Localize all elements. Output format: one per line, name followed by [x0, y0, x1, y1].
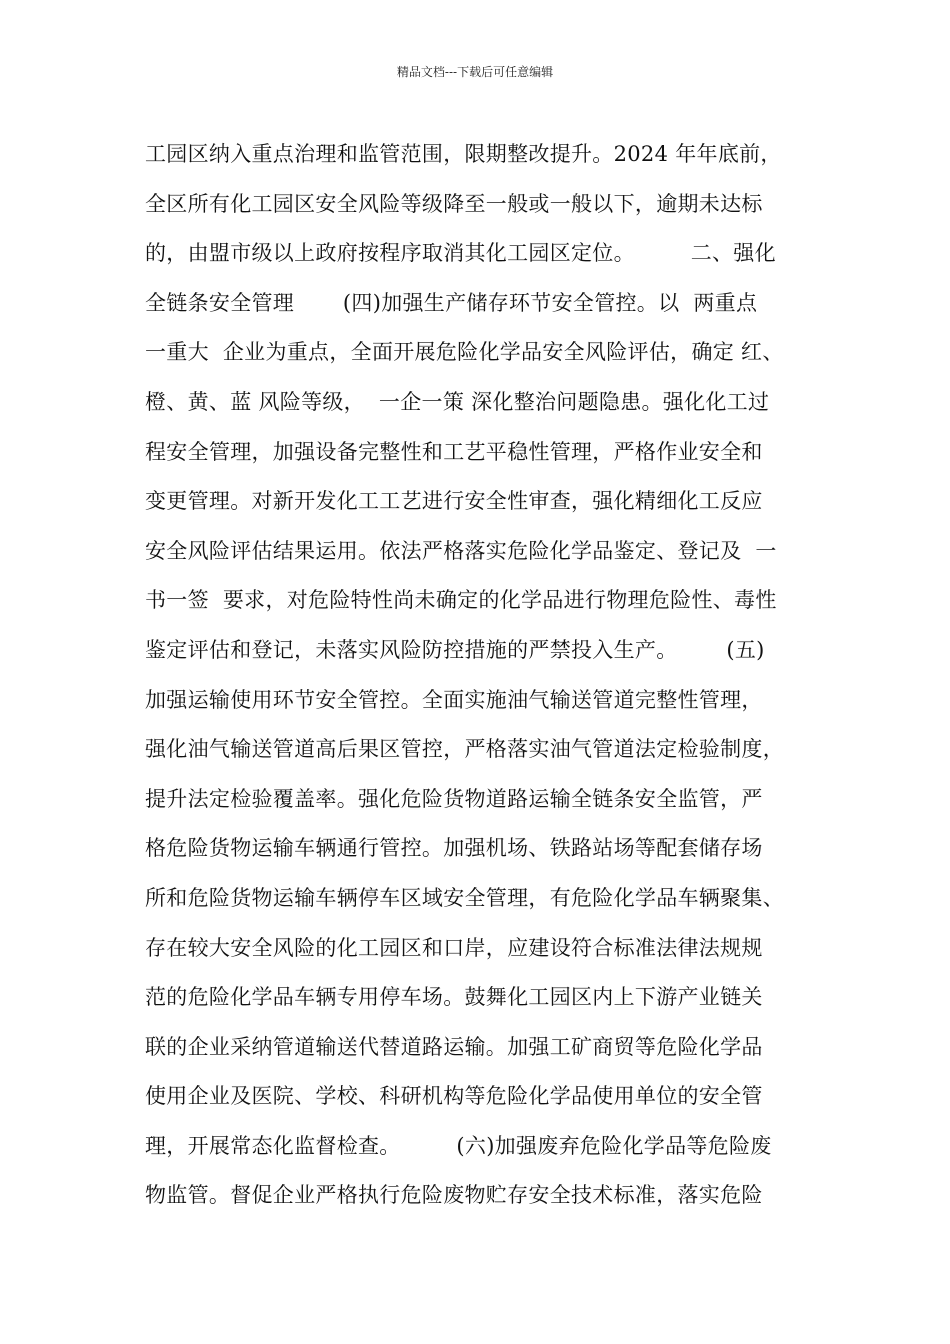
- text-line-20: 使用企业及医院、学校、科研机构等危险化学品使用单位的安全管: [145, 1084, 763, 1109]
- text-line-16: 所和危险货物运输车辆停车区域安全管理，有危险化学品车辆聚集、: [145, 885, 784, 910]
- page-header: 精品文档---下载后可任意编辑: [396, 65, 554, 79]
- text-line-5: 一重大 企业为重点，全面开展危险化学品安全风险评估，确定 红、: [145, 340, 784, 365]
- text-line-6: 橙、黄、蓝 风险等级， 一企一策 深化整治问题隐患。强化化工过: [145, 389, 770, 414]
- text-line-19: 联的企业采纳管道输送代替道路运输。加强工矿商贸等危险化学品: [145, 1034, 763, 1059]
- text-line-15: 格危险货物运输车辆通行管控。加强机场、铁路站场等配套储存场: [145, 836, 763, 861]
- text-line-21: 理，开展常态化监督检查。 (六)加强废弃危险化学品等危险废: [145, 1133, 772, 1158]
- text-line-18: 范的危险化学品车辆专用停车场。鼓舞化工园区内上下游产业链关: [145, 985, 763, 1010]
- text-line-14: 提升法定检验覆盖率。强化危险货物道路运输全链条安全监管，严: [145, 786, 763, 811]
- text-line-2: 全区所有化工园区安全风险等级降至一般或一般以下，逾期未达标: [145, 191, 763, 216]
- text-line-13: 强化油气输送管道高后果区管控，严格落实油气管道法定检验制度，: [145, 737, 784, 762]
- text-line-1: 工园区纳入重点治理和监管范围，限期整改提升。2024 年年底前，: [145, 142, 782, 166]
- text-line-4: 全链条安全管理 (四)加强生产储存环节安全管控。以 两重点: [145, 290, 758, 315]
- text-line-10: 书一签 要求，对危险特性尚未确定的化学品进行物理危险性、毒性: [145, 588, 777, 613]
- text-line-3: 的，由盟市级以上政府按程序取消其化工园区定位。 二、强化: [145, 241, 776, 266]
- text-line-7: 程安全管理，加强设备完整性和工艺平稳性管理，严格作业安全和: [145, 439, 763, 464]
- text-line-11: 鉴定评估和登记，未落实风险防控措施的严禁投入生产。 (五): [145, 637, 765, 662]
- document-body: [145, 130, 825, 1221]
- text-line-22: 物监管。督促企业严格执行危险废物贮存安全技术标准，落实危险: [145, 1183, 763, 1208]
- text-line-17: 存在较大安全风险的化工园区和口岸，应建设符合标准法律法规规: [145, 935, 763, 960]
- text-line-9: 安全风险评估结果运用。依法严格落实危险化学品鉴定、登记及 一: [145, 538, 777, 563]
- text-line-8: 变更管理。对新开发化工工艺进行安全性审查，强化精细化工反应: [145, 489, 763, 514]
- text-line-12: 加强运输使用环节安全管控。全面实施油气输送管道完整性管理，: [145, 687, 763, 712]
